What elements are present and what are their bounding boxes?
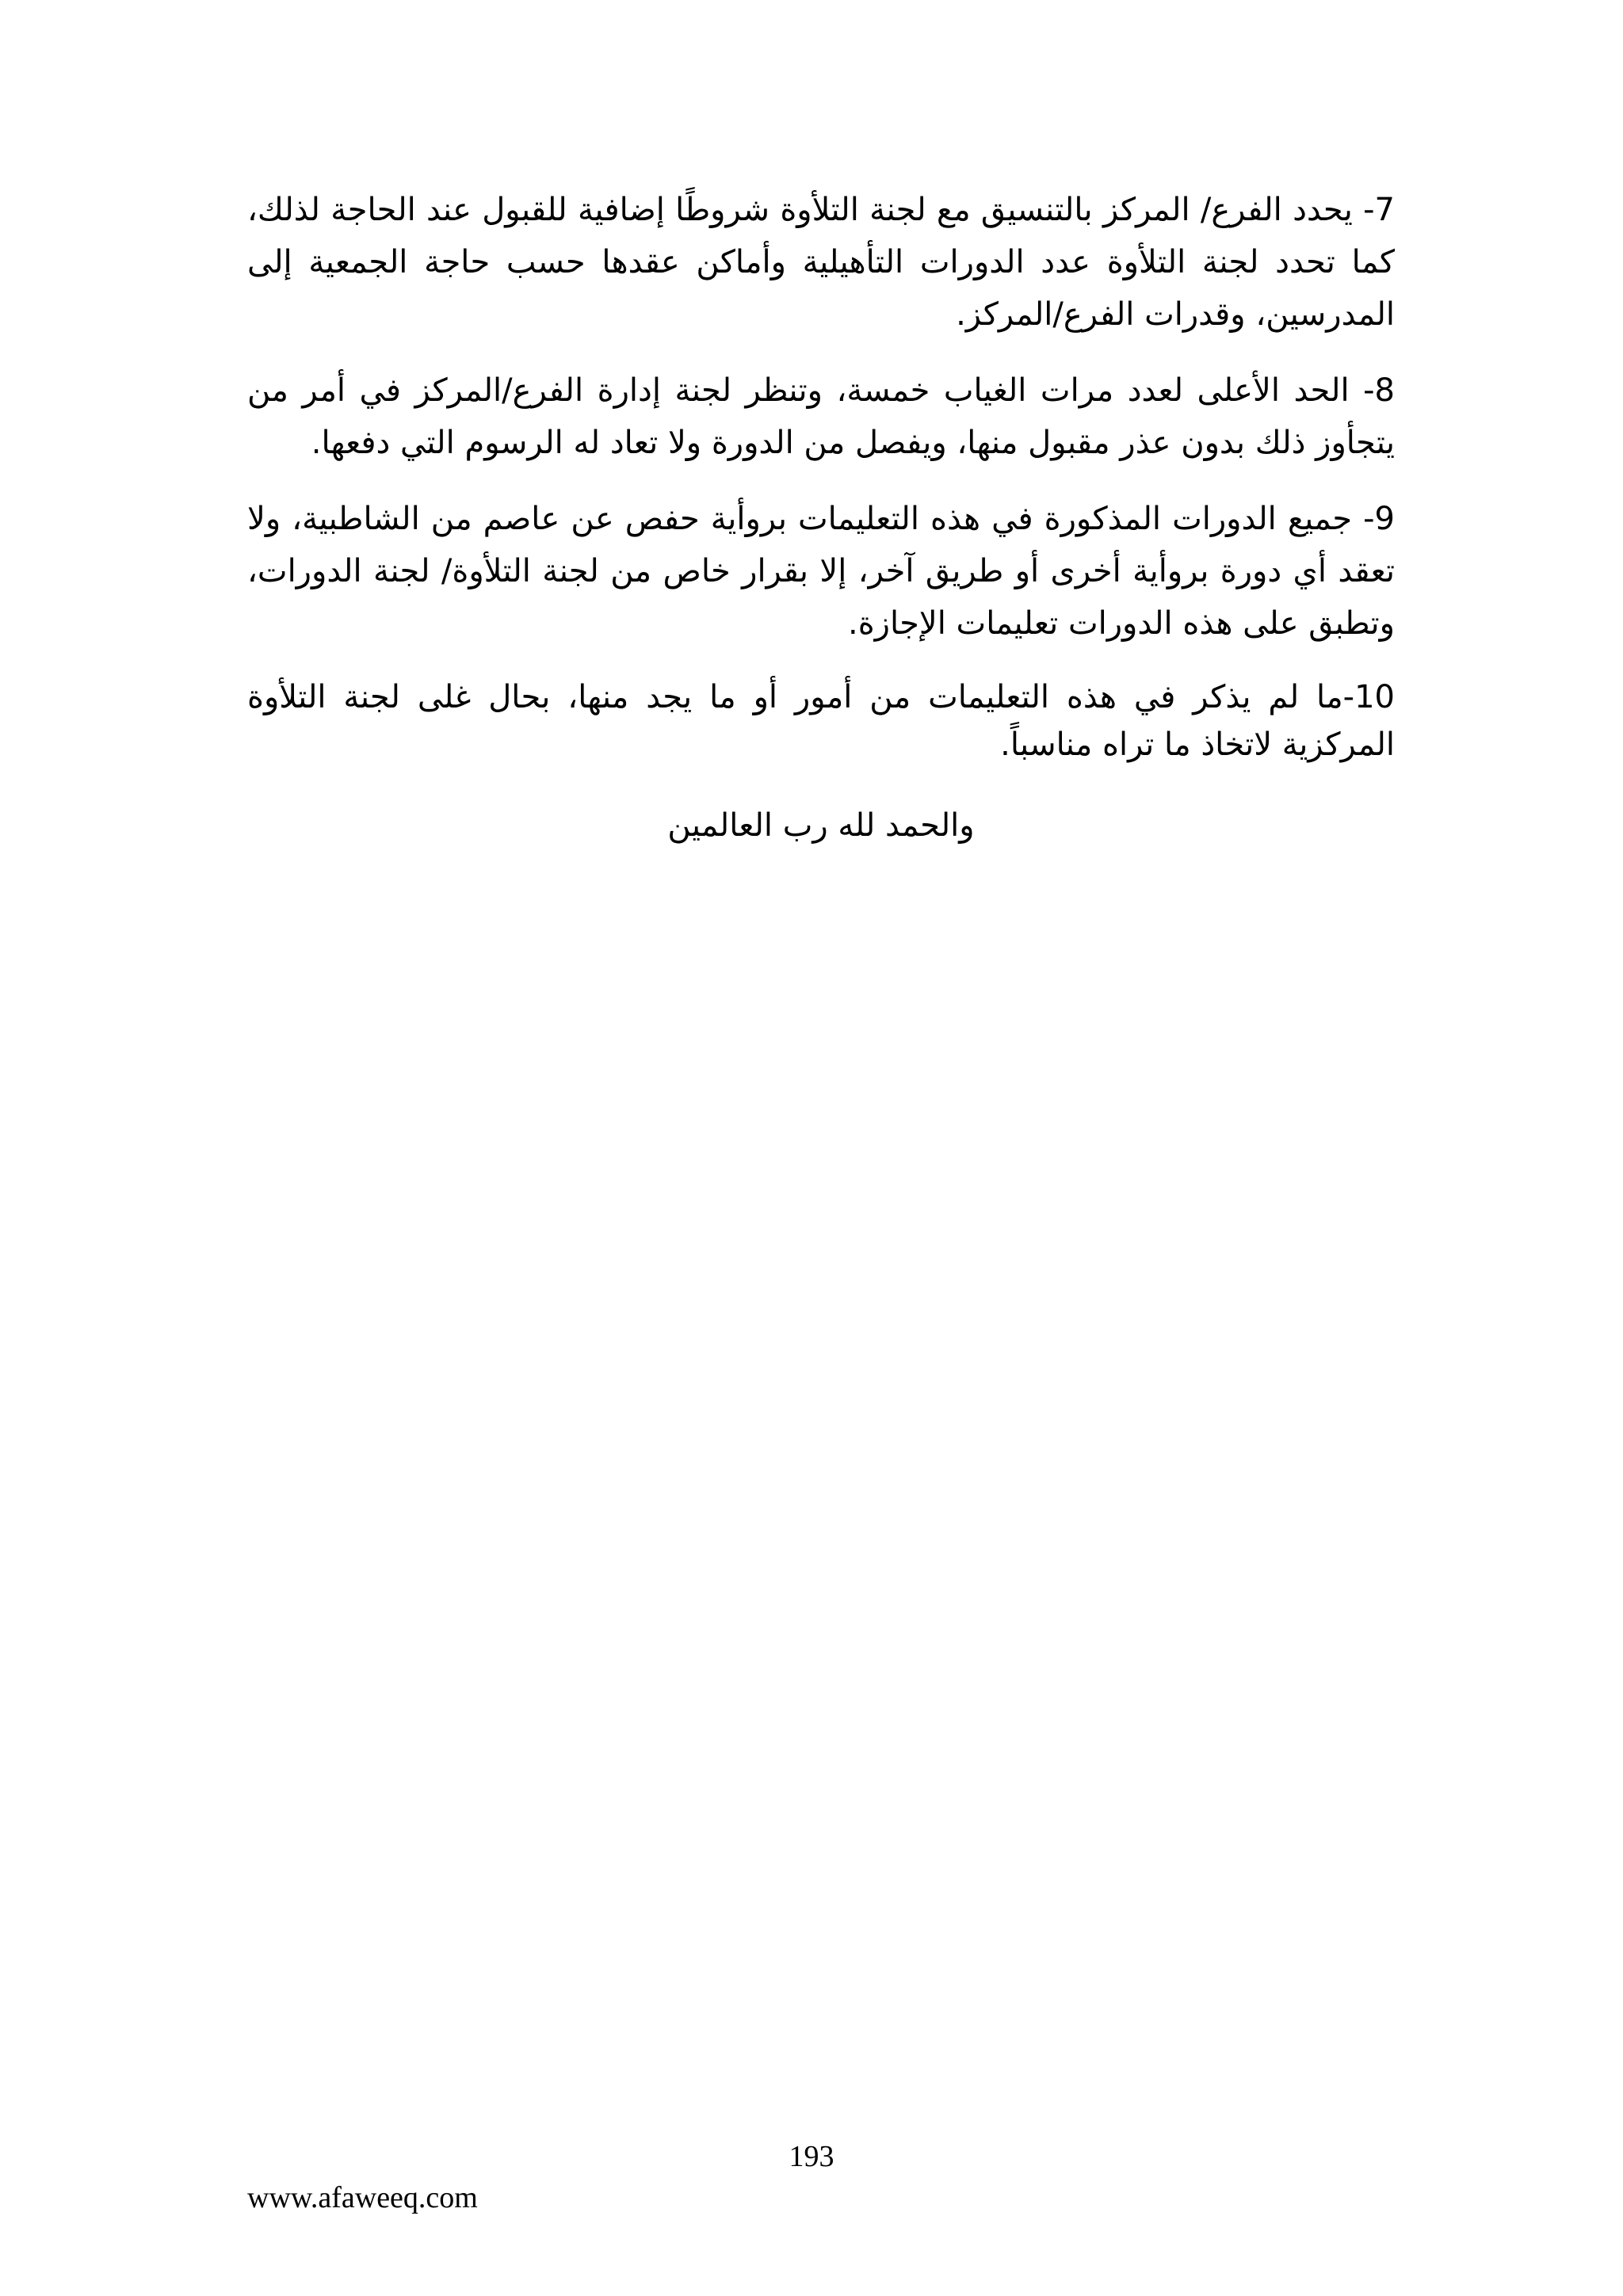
paragraph-item-9: 9- جميع الدورات المذكورة في هذه التعليمات بروأية حفص عن عاصم من الشاطبية، ولا تعقد أي دورة بروأية أخرى أو طريق آخر، إلا بقرار خاص من لجنة التلأوة/ لجنة الدورات، وتطبق على هذه الدورات تعليمات الإجازة. xyxy=(247,501,1395,642)
paragraph-item-8: 8- الحد الأعلى لعدد مرات الغياب خمسة، وتنظر لجنة إدارة الفرع/المركز في أمر من يتجأوز ذلك بدون عذر مقبول منها، ويفصل من الدورة ولا تعاد له الرسوم التي دفعها. xyxy=(247,372,1395,461)
website-url: www.afaweeq.com xyxy=(247,2181,478,2214)
closing-line: والحمد لله رب العالمين xyxy=(667,807,975,844)
document-body xyxy=(247,184,1395,849)
paragraph-item-10: 10-ما لم يذكر في هذه التعليمات من أمور أو ما يجد منها، بحال غلى لجنة التلأوة المركزية لاتخاذ ما تراه مناسباً. xyxy=(247,679,1395,763)
page-number: 193 xyxy=(789,2140,834,2173)
paragraph-item-7: 7- يحدد الفرع/ المركز بالتنسيق مع لجنة التلأوة شروطًا إضافية للقبول عند الحاجة لذلك، كما تحدد لجنة التلأوة عدد الدورات التأهيلية وأماكن عقدها حسب حاجة الجمعية إلى المدرسين، وقدرات الفرع/المركز. xyxy=(247,192,1395,333)
